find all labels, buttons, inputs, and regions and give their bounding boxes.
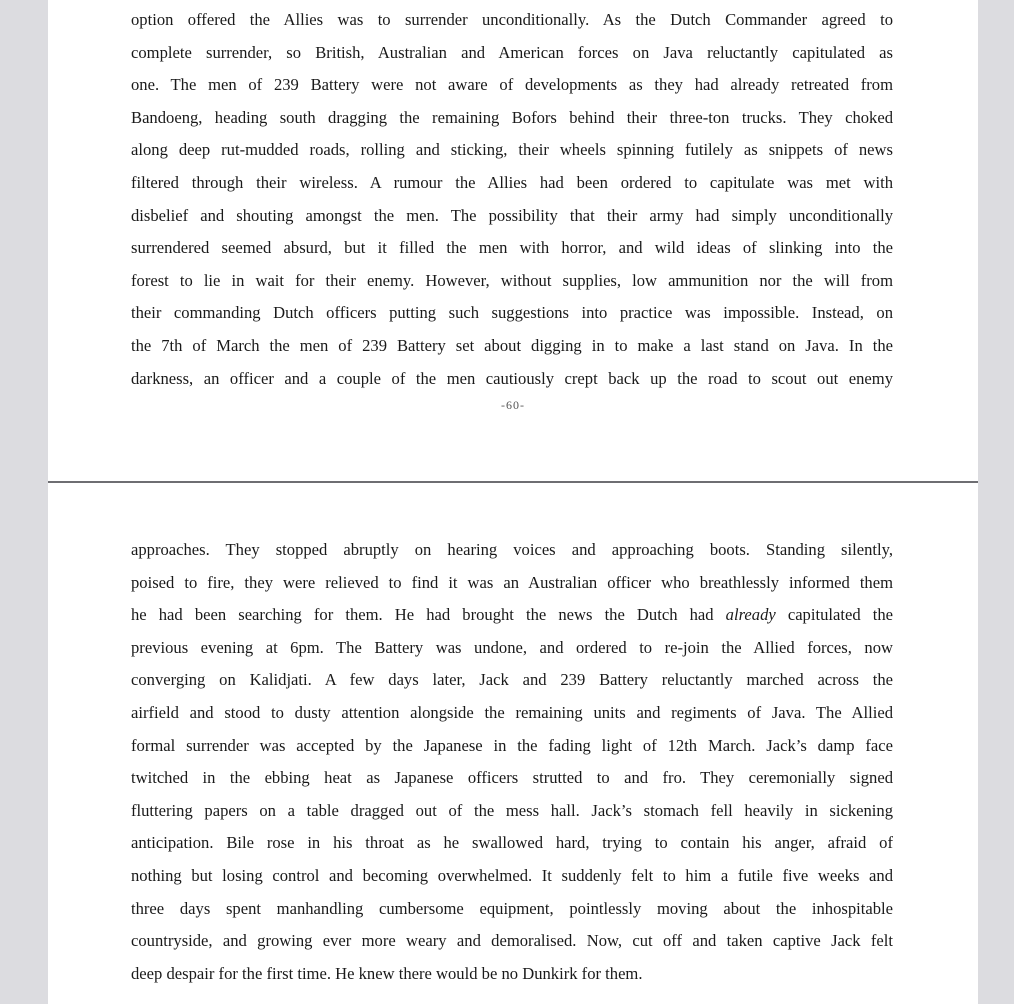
text-line: along deep rut-mudded roads, rolling and sticking, their wheels spinning futilely as snippets of news	[131, 140, 893, 160]
text-line: previous evening at 6pm. The Battery was undone, and ordered to re-join the Allied forces, now	[131, 637, 893, 657]
text-line: converging on Kalidjati. A few days later, Jack and 239 Battery reluctantly marched across the	[131, 670, 893, 690]
document-page-60	[48, 0, 978, 481]
text-line: Bandoeng, heading south dragging the remaining Bofors behind their three-ton trucks. They choked	[131, 107, 893, 127]
page-61-body-text	[131, 534, 893, 990]
document-page-61	[48, 483, 978, 1004]
text-line: nothing but losing control and becoming overwhelmed. It suddenly felt to him a futile five weeks and	[131, 865, 893, 885]
text-line	[131, 599, 893, 632]
text-line: the 7th of March the men of 239 Battery set about digging in to make a last stand on Java. In the	[131, 335, 893, 355]
text-segment: capitulated the	[775, 605, 893, 625]
text-line: complete surrender, so British, Australian and American forces on Java reluctantly capitulated as	[131, 42, 893, 62]
text-line-last: deep despair for the first time. He knew there would be no Dunkirk for them.	[131, 963, 643, 983]
text-line: their commanding Dutch officers putting such suggestions into practice was impossible. Instead, on	[131, 303, 893, 323]
text-line: disbelief and shouting amongst the men. The possibility that their army had simply unconditionally	[131, 205, 893, 225]
text-line: formal surrender was accepted by the Japanese in the fading light of 12th March. Jack’s damp face	[131, 735, 893, 755]
text-line: one. The men of 239 Battery were not aware of developments as they had already retreated from	[131, 75, 893, 95]
text-line: darkness, an officer and a couple of the men cautiously crept back up the road to scout out enemy	[131, 368, 893, 388]
text-line: countryside, and growing ever more weary and demoralised. Now, cut off and taken captive Jack felt	[131, 931, 893, 951]
page-60-body-text	[131, 4, 893, 395]
text-line: three days spent manhandling cumbersome equipment, pointlessly moving about the inhospitable	[131, 898, 893, 918]
text-line: option offered the Allies was to surrender unconditionally. As the Dutch Commander agreed to	[131, 10, 893, 29]
text-line: filtered through their wireless. A rumour the Allies had been ordered to capitulate was met with	[131, 172, 893, 192]
text-line: approaches. They stopped abruptly on hearing voices and approaching boots. Standing silently,	[131, 540, 893, 559]
text-line: surrendered seemed absurd, but it filled the men with horror, and wild ideas of slinking into the	[131, 238, 893, 258]
text-line: forest to lie in wait for their enemy. However, without supplies, low ammunition nor the will from	[131, 270, 893, 290]
emphasis-already: already	[725, 605, 776, 625]
text-segment: he had been searching for them. He had brought the news the Dutch had	[131, 605, 726, 625]
text-line: anticipation. Bile rose in his throat as he swallowed hard, trying to contain his anger, afraid of	[131, 833, 893, 853]
text-line: twitched in the ebbing heat as Japanese officers strutted to and fro. They ceremonially signed	[131, 768, 893, 788]
text-line: poised to fire, they were relieved to find it was an Australian officer who breathlessly informed them	[131, 572, 893, 592]
page-number: -60-	[501, 398, 525, 412]
text-line: airfield and stood to dusty attention alongside the remaining units and regiments of Java. The Allied	[131, 702, 893, 722]
text-line: fluttering papers on a table dragged out of the mess hall. Jack’s stomach fell heavily in sickening	[131, 800, 893, 820]
